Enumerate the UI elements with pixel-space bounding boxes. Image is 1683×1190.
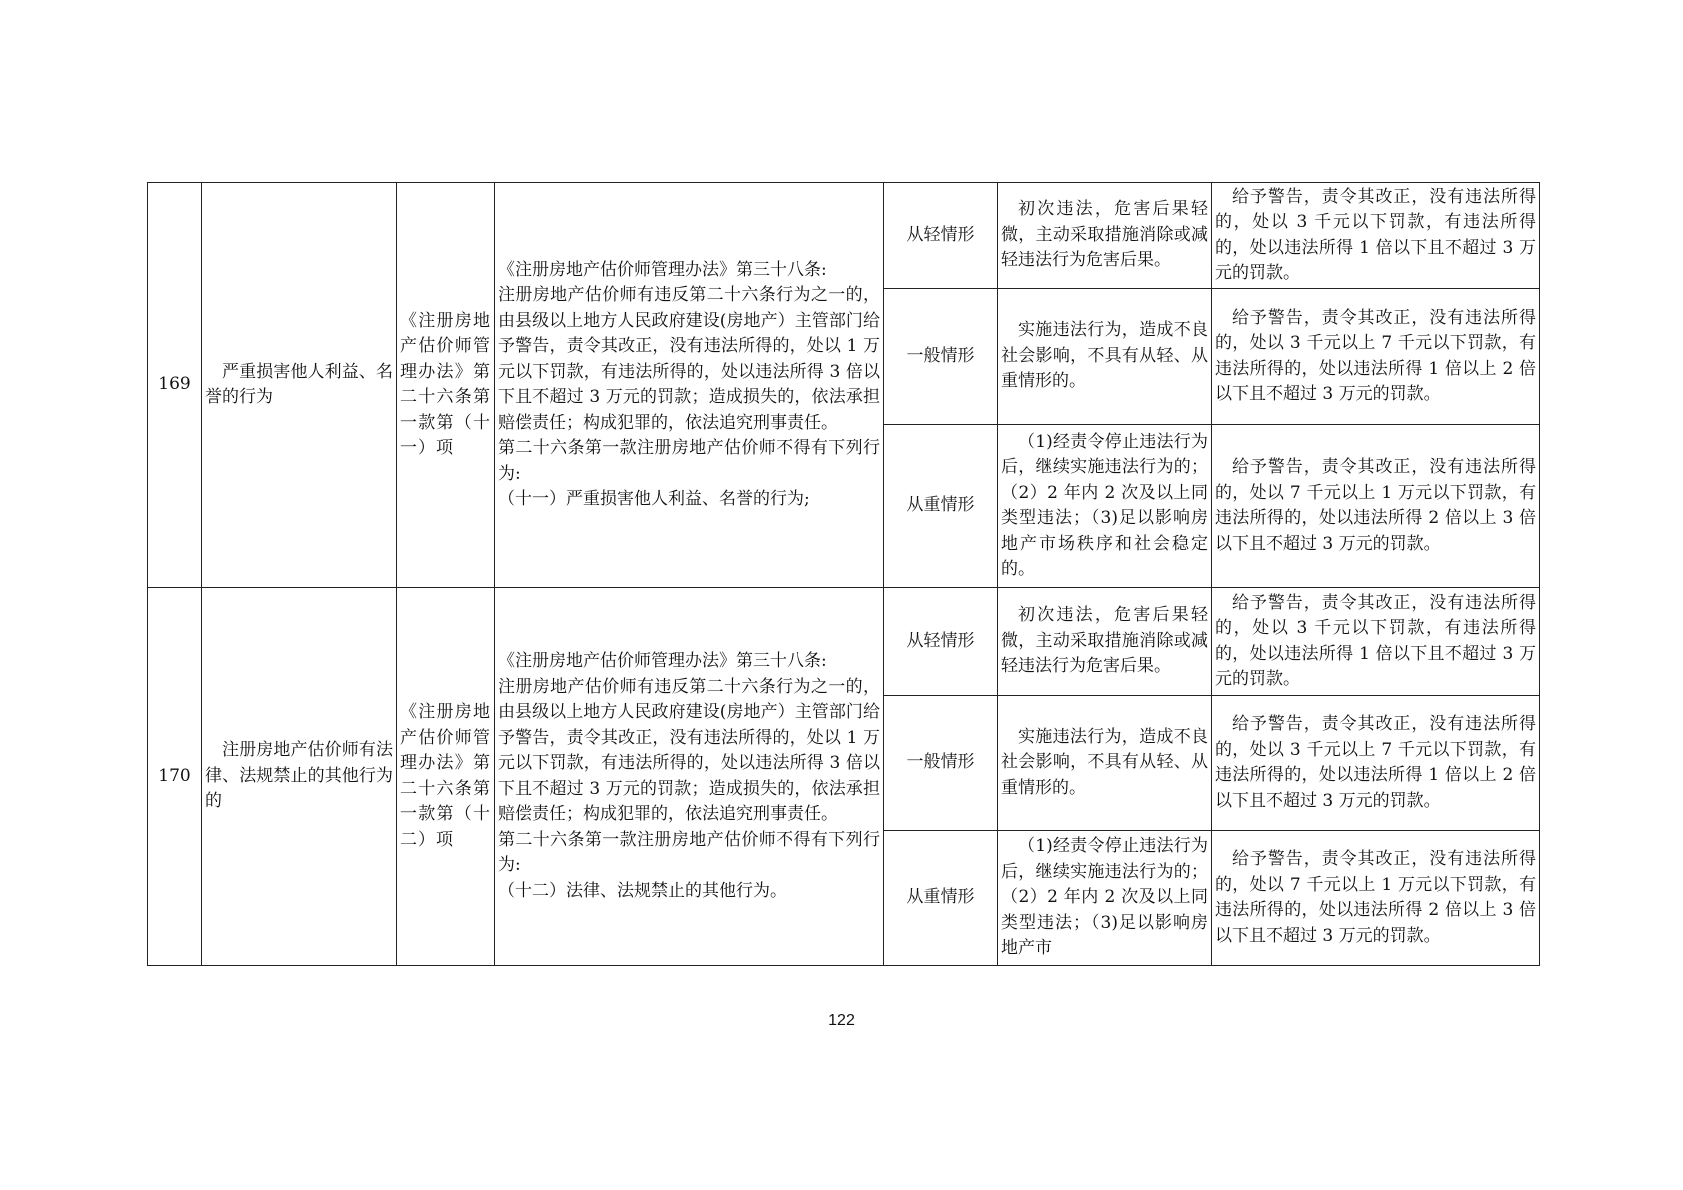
legal-basis-full <box>495 183 884 588</box>
penalty-standard: 给予警告，责令其改正，没有违法所得的，处以 3 千元以上 7 千元以下罚款，有违法所得的，处以违法所得 1 倍以上 2 倍以下且不超过 3 万元的罚款。 <box>1212 289 1540 425</box>
condition-text: （1)经责令停止违法行为后，继续实施违法行为的；（2）2 年内 2 次及以上同类型违法；（3)足以影响房地产市 <box>1001 836 1208 959</box>
basis-paragraph: 第二十六条第一款注册房地产估价师不得有下列行为: <box>498 438 880 484</box>
page-number: 122 <box>828 1012 855 1029</box>
condition-text: 实施违法行为，造成不良社会影响，不具有从轻、从重情形的。 <box>1001 726 1208 798</box>
basis-paragraph: （十一）严重损害他人利益、名誉的行为; <box>498 489 810 509</box>
violation-behavior: 严重损害他人利益、名誉的行为 <box>202 183 397 588</box>
penalty-standards-table <box>147 182 1540 966</box>
table-row <box>148 588 1540 696</box>
row-number: 170 <box>148 588 202 966</box>
penalty-standard: 给予警告，责令其改正，没有违法所得的，处以 3 千元以下罚款，有违法所得的，处以违法所得 1 倍以下且不超过 3 万元的罚款。 <box>1212 588 1540 696</box>
circumstance-condition <box>998 588 1212 696</box>
basis-paragraph: （十二）法律、法规禁止的其他行为。 <box>498 880 787 901</box>
condition-text: 实施违法行为，造成不良社会影响，不具有从轻、从重情形的。 <box>1001 320 1208 392</box>
legal-basis-short: 《注册房地产估价师管理办法》第二十六条第一款第（十二）项 <box>397 588 495 966</box>
condition-text: （1)经责令停止违法行为后，继续实施违法行为的；（2）2 年内 2 次及以上同类型违法；（3)足以影响房地产市场秩序和社会稳定的。 <box>1001 431 1208 579</box>
penalty-standard: 给予警告，责令其改正，没有违法所得的，处以 7 千元以上 1 万元以下罚款，有违法所得的，处以违法所得 2 倍以上 3 倍以下且不超过 3 万元的罚款。 <box>1212 425 1540 588</box>
basis-paragraph: 第二十六条第一款注册房地产估价师不得有下列行为: <box>498 829 880 875</box>
basis-paragraph: 《注册房地产估价师管理办法》第三十八条: <box>498 651 827 671</box>
basis-paragraph: 《注册房地产估价师管理办法》第三十八条: <box>498 259 827 280</box>
circumstance-condition <box>998 696 1212 831</box>
condition-text: 初次违法，危害后果轻微，主动采取措施消除或减轻违法行为危害后果。 <box>1001 605 1208 677</box>
circumstance-level: 从轻情形 <box>884 588 998 696</box>
circumstance-condition <box>998 183 1212 289</box>
circumstance-level: 从轻情形 <box>884 183 998 289</box>
penalty-standard: 给予警告，责令其改正，没有违法所得的，处以 3 千元以上 7 千元以下罚款，有违法所得的，处以违法所得 1 倍以上 2 倍以下且不超过 3 万元的罚款。 <box>1212 696 1540 831</box>
condition-text: 初次违法，危害后果轻微，主动采取措施消除或减轻违法行为危害后果。 <box>1001 199 1208 271</box>
circumstance-condition <box>998 831 1212 966</box>
penalty-standard: 给予警告，责令其改正，没有违法所得的，处以 7 千元以上 1 万元以下罚款，有违法所得的，处以违法所得 2 倍以上 3 倍以下且不超过 3 万元的罚款。 <box>1212 831 1540 966</box>
circumstance-level: 从重情形 <box>884 425 998 588</box>
basis-paragraph: 注册房地产估价师有违反第二十六条行为之一的，由县级以上地方人民政府建设(房地产）主管部门给予警告，责令其改正，没有违法所得的，处以 1 万元以下罚款，有违法所得的，处以违法所得 3 倍以下且不超过 3 万元的罚款；造成损失的，依法承担赔偿责任；构成犯罪的，依法追究刑事责任。 <box>498 285 880 433</box>
penalty-standard: 给予警告，责令其改正，没有违法所得的，处以 3 千元以下罚款，有违法所得的，处以违法所得 1 倍以下且不超过 3 万元的罚款。 <box>1212 183 1540 289</box>
table-row <box>148 183 1540 289</box>
violation-behavior: 注册房地产估价师有法律、法规禁止的其他行为的 <box>202 588 397 966</box>
basis-paragraph: 注册房地产估价师有违反第二十六条行为之一的，由县级以上地方人民政府建设(房地产）主管部门给予警告，责令其改正，没有违法所得的，处以 1 万元以下罚款，有违法所得的，处以违法所得 3 倍以下且不超过 3 万元的罚款；造成损失的，依法承担赔偿责任；构成犯罪的，依法追究刑事责任。 <box>498 676 880 824</box>
circumstance-level: 一般情形 <box>884 289 998 425</box>
circumstance-level: 从重情形 <box>884 831 998 966</box>
circumstance-condition <box>998 425 1212 588</box>
row-number: 169 <box>148 183 202 588</box>
legal-basis-short: 《注册房地产估价师管理办法》第二十六条第一款第（十一）项 <box>397 183 495 588</box>
circumstance-level: 一般情形 <box>884 696 998 831</box>
legal-basis-full <box>495 588 884 966</box>
circumstance-condition <box>998 289 1212 425</box>
